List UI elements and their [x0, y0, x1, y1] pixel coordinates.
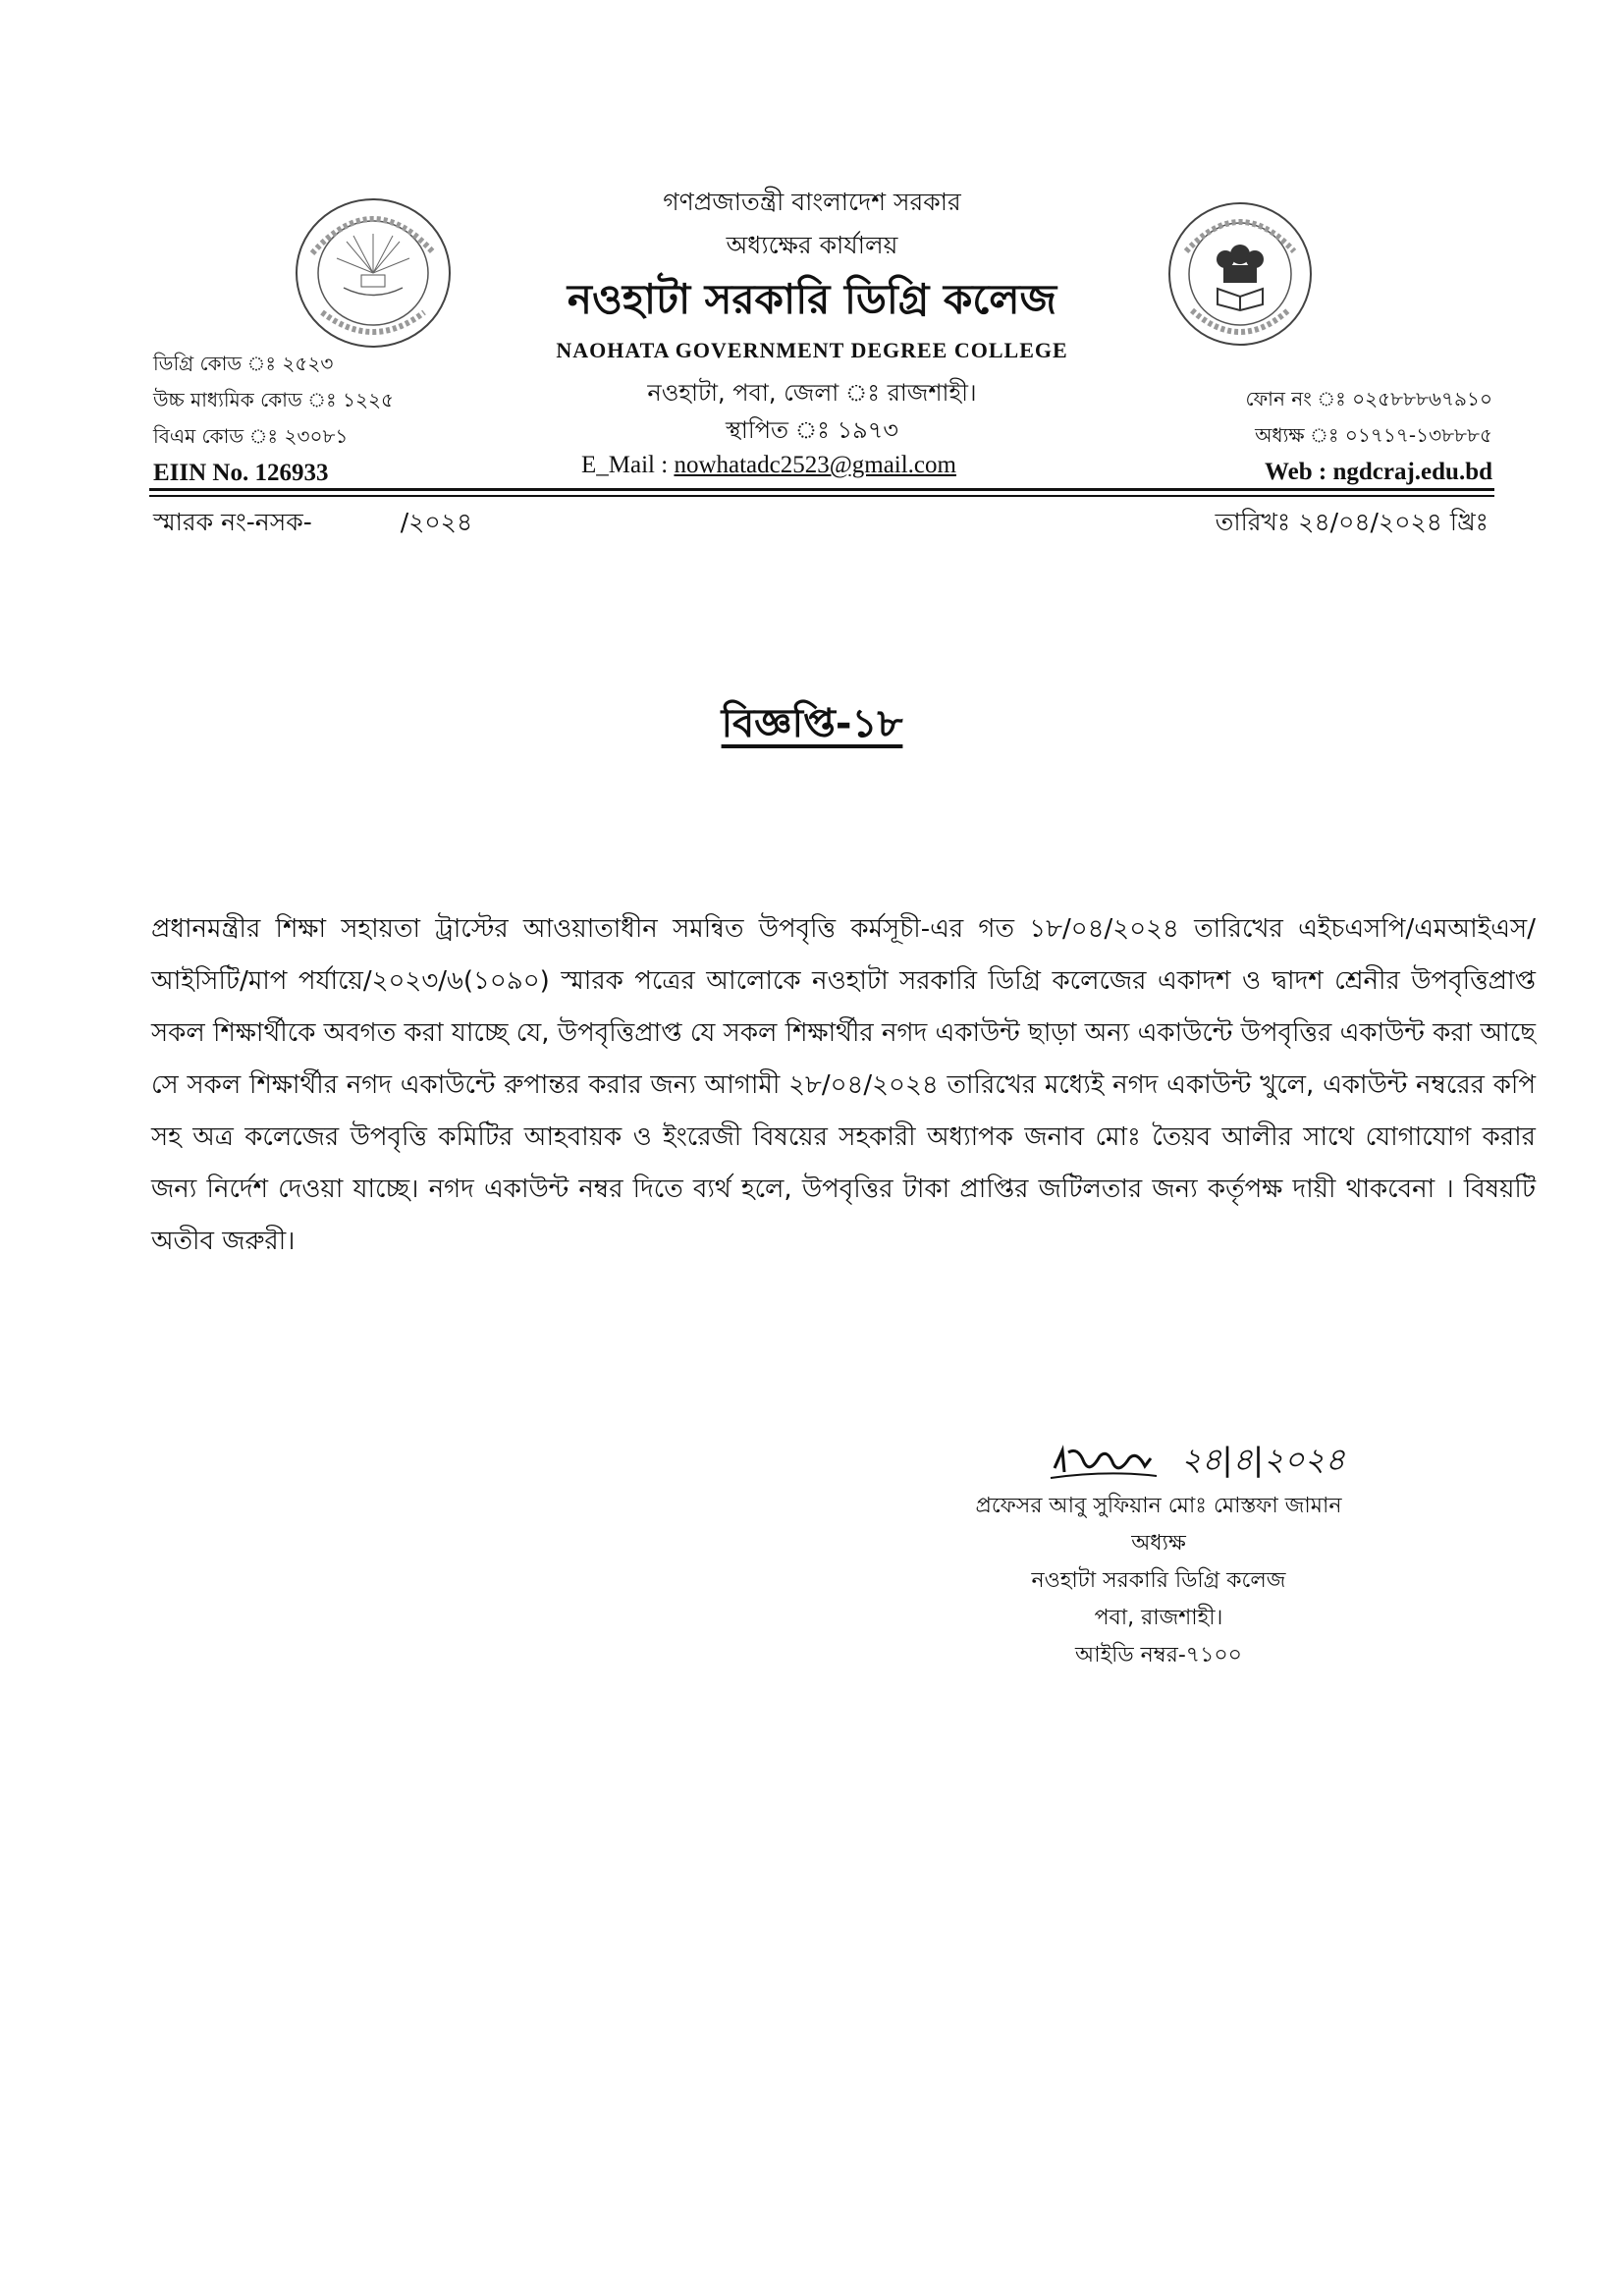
signatory-designation: অধ্যক্ষ: [1131, 1531, 1186, 1556]
college-name-bengali: নওহাটা সরকারি ডিগ্রি কলেজ: [567, 275, 1057, 323]
notice-title: [0, 692, 1624, 758]
principal-phone: অধ্যক্ষ ঃ ০১৭১৭-১৩৮৮৮৫: [1255, 423, 1492, 447]
college-name-english: NAOHATA GOVERNMENT DEGREE COLLEGE: [556, 338, 1068, 362]
hsc-code: উচ্চ মাধ্যমিক কোড ঃ ১২২৫: [153, 388, 394, 411]
degree-code: ডিগ্রি কোড ঃ ২৫২৩: [153, 352, 334, 375]
signatory-institution: নওহাটা সরকারি ডিগ্রি কলেজ: [1031, 1568, 1286, 1593]
right-codes: [1245, 381, 1492, 490]
college-address: নওহাটা, পবা, জেলা ঃ রাজশাহী।: [647, 379, 977, 407]
memo-year: /২০২৪: [400, 508, 473, 536]
notice-body: প্রধানমন্ত্রীর শিক্ষা সহায়তা ট্রাস্টের আওয়াতাধীন সমন্বিত উপবৃত্তি কর্মসূচী-এর গত ১৮/০৪/২০২৪ তারিখের এইচএসপি/এমআইএস/আইসিটি/মাপ পর্যায়ে/২০২৩/৬(১০৯০) স্মারক পত্রের আলোকে নওহাটা সরকারি ডিগ্রি কলেজের একাদশ ও দ্বাদশ শ্রেনীর উপবৃত্তিপ্রাপ্ত সকল শিক্ষার্থীকে অবগত করা যাচ্ছে যে, উপবৃত্তিপ্রাপ্ত যে সকল শিক্ষার্থীর নগদ একাউন্ট ছাড়া অন্য একাউন্টে উপবৃত্তির একাউন্ট করা আছে সে সকল শিক্ষার্থীর নগদ একাউন্টে রুপান্তর করার জন্য আগামী ২৮/০৪/২০২৪ তারিখের মধ্যেই নগদ একাউন্ট খুলে, একাউন্ট নম্বরের কপি সহ অত্র কলেজের উপবৃত্তি কমিটির আহবায়ক ও ইংরেজী বিষয়ের সহকারী অধ্যাপক জনাব মোঃ তৈয়ব আলীর সাথে যোগাযোগ করার জন্য নির্দেশ দেওয়া যাচ্ছে। নগদ একাউন্ট নম্বর দিতে ব্যর্থ হলে, উপবৃত্তির টাকা প্রাপ্তির জটিলতার জন্য কর্তৃপক্ষ দায়ী থাকবেনা । বিষয়টি অতীব জরুরী।: [151, 914, 1536, 1256]
signatory-id: আইডি নম্বর-৭১০০: [1075, 1643, 1242, 1667]
bm-code: বিএম কোড ঃ ২৩০৮১: [153, 424, 349, 448]
signature-date: ২৪|৪|২০২৪: [1181, 1441, 1346, 1478]
email-line: [581, 452, 956, 479]
government-name: গণপ্রজাতন্ত্রী বাংলাদেশ সরকার: [663, 188, 961, 216]
email-address: nowhatadc2523@gmail.com: [674, 452, 956, 478]
signatory-name: প্রফেসর আবু সুফিয়ান মোঃ মোস্তফা জামান: [975, 1494, 1342, 1518]
header-divider-thin: [149, 495, 1494, 497]
memo-date: তারিখঃ ২৪/০৪/২০২৪ খ্রিঃ: [1215, 508, 1489, 536]
phone-number: ফোন নং ঃ ০২৫৮৮৮৬৭৯১০: [1245, 387, 1492, 410]
office-name: অধ্যক্ষের কার্যালয়: [726, 231, 898, 259]
memo-number: [153, 503, 472, 545]
header-divider: [149, 488, 1494, 491]
established-year: স্থাপিত ঃ ১৯৭৩: [726, 416, 898, 444]
website: Web : ngdcraj.edu.bd: [1265, 459, 1492, 485]
signatory-block: [884, 1488, 1434, 1674]
notice-title-text: বিজ্ঞপ্তি-১৮: [721, 701, 903, 746]
email-label: E_Mail :: [581, 452, 675, 478]
memo-prefix: স্মারক নং-নসক-: [153, 508, 312, 536]
eiin-number: EIIN No. 126933: [153, 460, 329, 486]
signatory-location: পবা, রাজশাহী।: [1094, 1606, 1223, 1630]
left-codes: [153, 346, 394, 491]
